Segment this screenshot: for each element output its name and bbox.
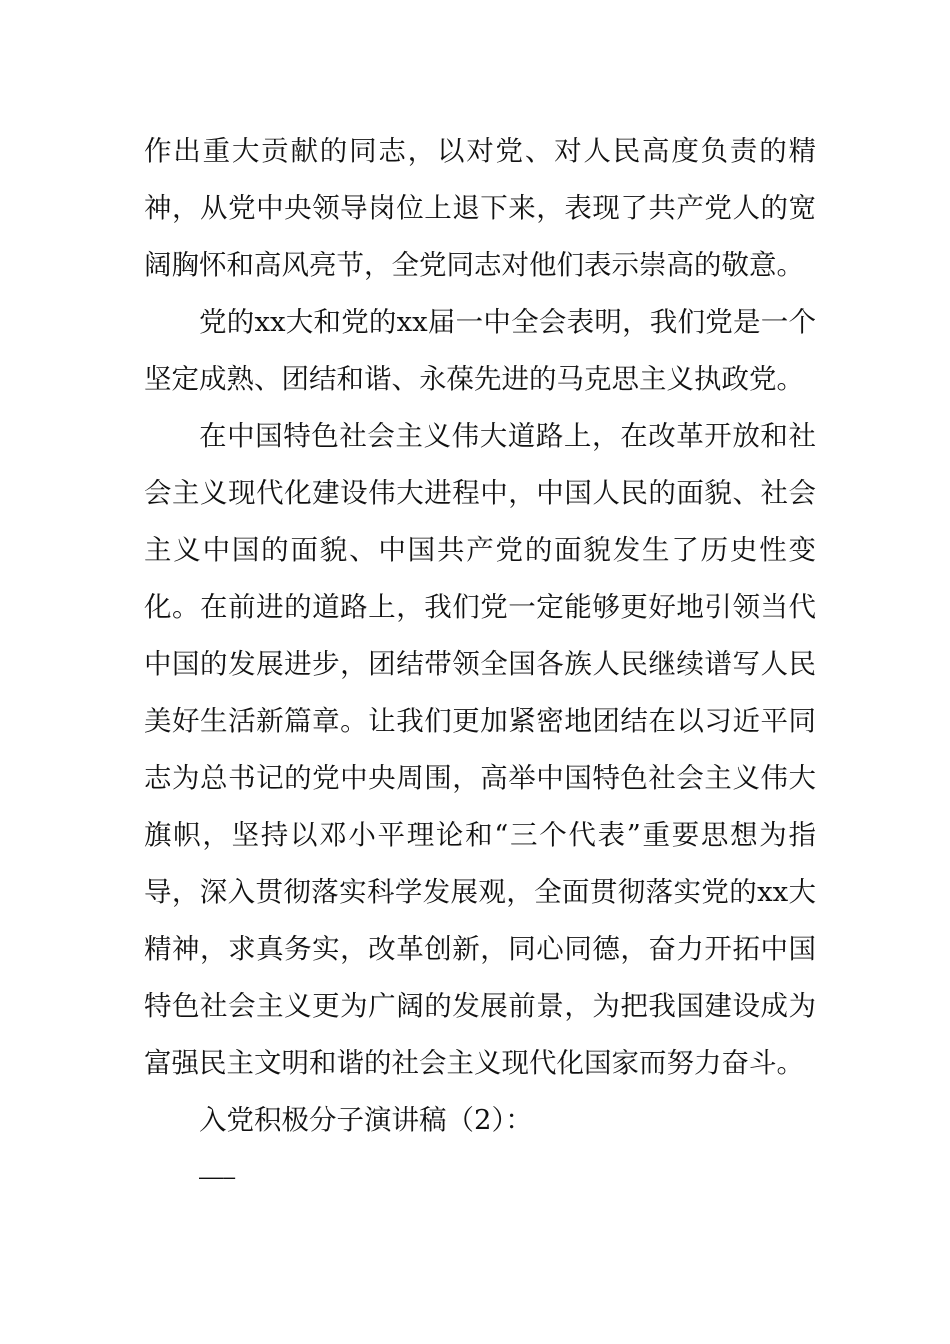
paragraph-socialism-path: 在中国特色社会主义伟大道路上，在改革开放和社会主义现代化建设伟大进程中，中国人民的面貌、社会主义中国的面貌、中国共产党的面貌发生了历史性变化。在前进的道路上，我们党一定能够更好地引领当代中国的发展进步，团结带领全国各族人民继续谱写人民美好生活新篇章。让我们更加紧密地团结在以习近平同志为总书记的党中央周围，高举中国特色社会主义伟大旗帜，坚持以邓小平理论和“三个代表”重要思想为指导，深入贯彻落实科学发展观，全面贯彻落实党的xx大精神，求真务实，改革创新，同心同德，奋力开拓中国特色社会主义更为广阔的发展前景，为把我国建设成为富强民主文明和谐的社会主义现代化国家而努力奋斗。 bbox=[144, 420, 816, 1079]
document-body bbox=[144, 123, 816, 1206]
paragraph-continuation: 作出重大贡献的同志，以对党、对人民高度负责的精神，从党中央领导岗位上退下来，表现了共产党人的宽阔胸怀和高风亮节，全党同志对他们表示崇高的敬意。 bbox=[144, 135, 816, 281]
paragraph-congress-statement: 党的xx大和党的xx届一中全会表明，我们党是一个坚定成熟、团结和谐、永葆先进的马克思主义执政党。 bbox=[144, 306, 816, 395]
section-heading: 入党积极分子演讲稿（2）： bbox=[199, 1104, 533, 1136]
separator-line: ——— bbox=[199, 1165, 236, 1189]
